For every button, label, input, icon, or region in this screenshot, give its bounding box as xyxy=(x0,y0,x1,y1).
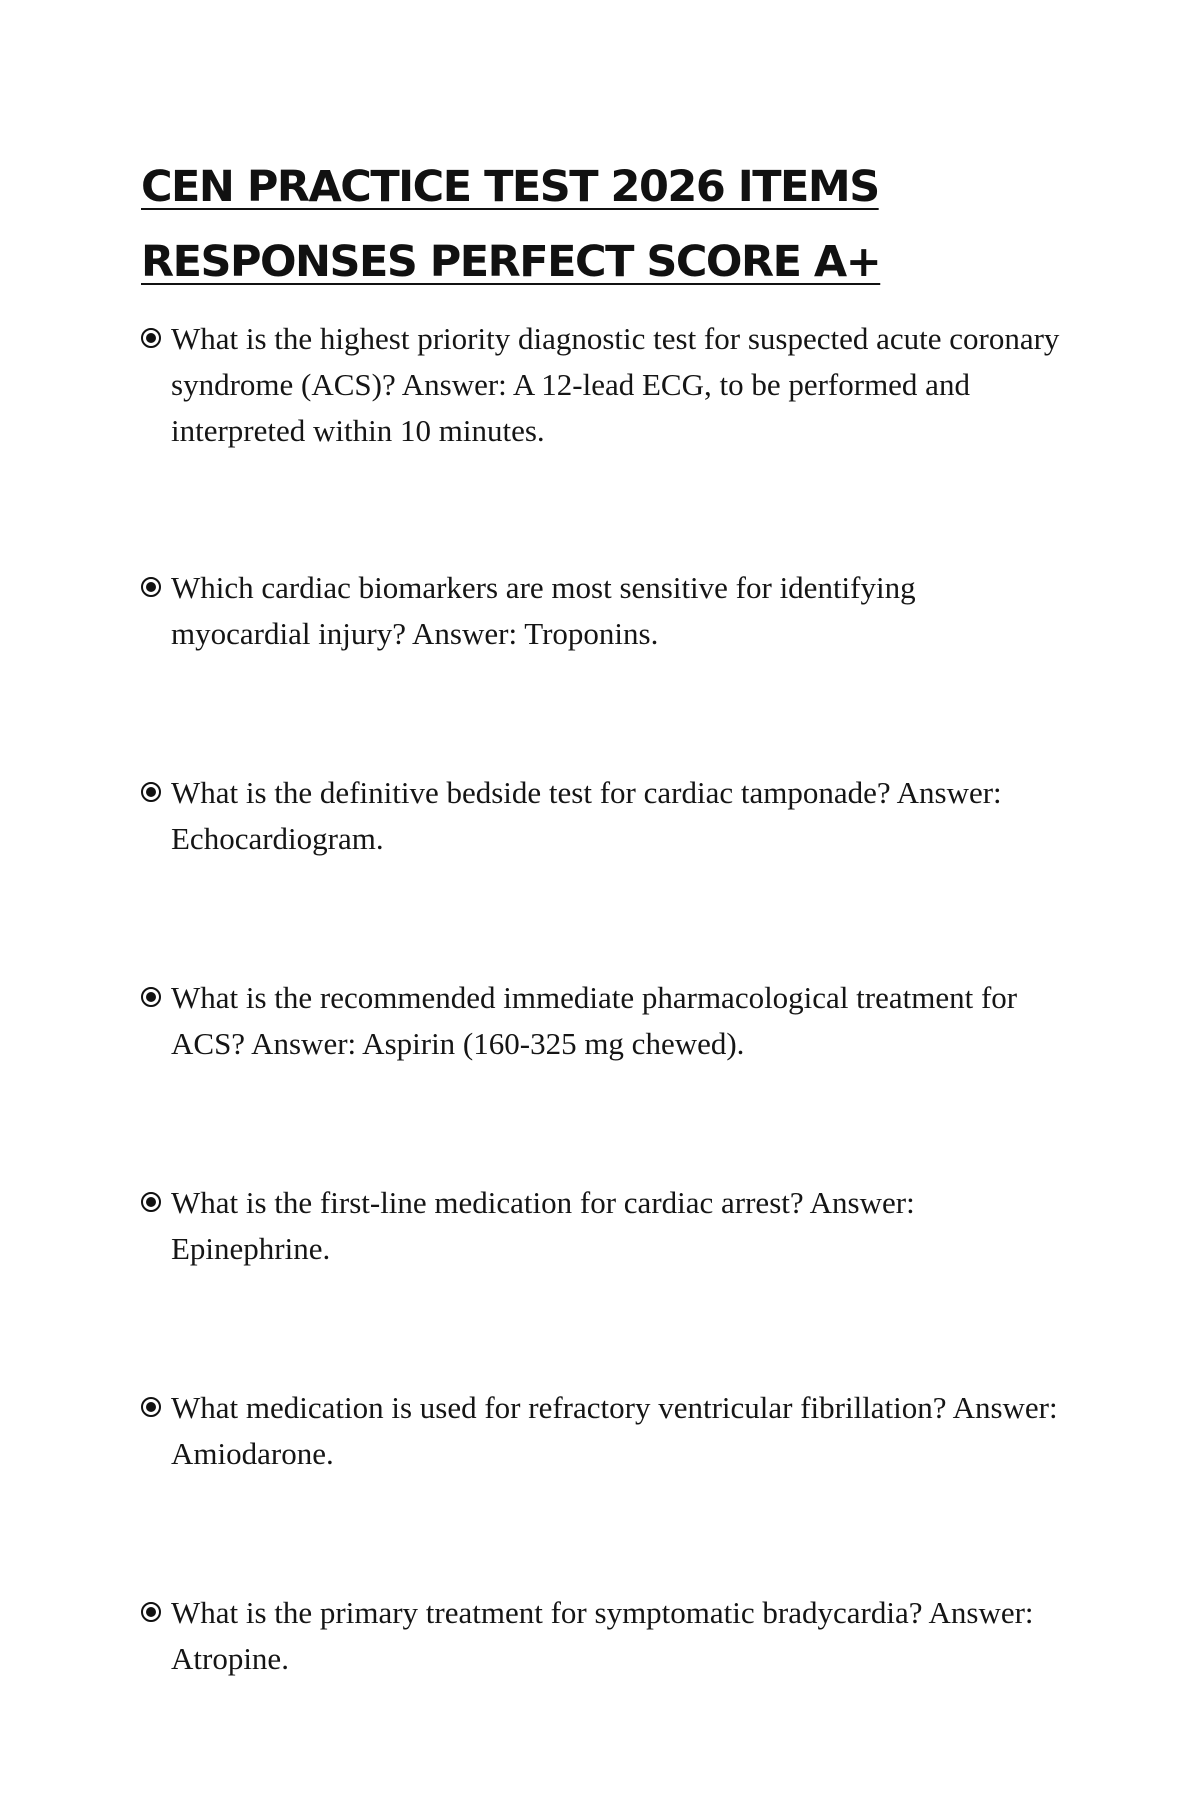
question-answer-text: What is the primary treatment for symptomatic bradycardia? Answer: Atropine. xyxy=(171,1595,1034,1676)
fisheye-bullet-icon xyxy=(141,1397,161,1417)
question-answer-text: Which cardiac biomarkers are most sensitive for identifying myocardial injury? Answer: Troponins. xyxy=(171,570,916,651)
question-answer-text: What is the recommended immediate pharmacological treatment for ACS? Answer: Aspirin (160-325 mg chewed). xyxy=(171,980,1018,1061)
question-answer-text: What is the first-line medication for cardiac arrest? Answer: Epinephrine. xyxy=(171,1185,915,1266)
fisheye-bullet-icon xyxy=(141,577,161,597)
list-item xyxy=(141,975,1061,1067)
list-item xyxy=(141,316,1061,454)
list-item xyxy=(141,1180,1061,1272)
fisheye-bullet-icon xyxy=(141,782,161,802)
list-item xyxy=(141,1590,1061,1682)
fisheye-bullet-icon xyxy=(141,1192,161,1212)
fisheye-bullet-icon xyxy=(141,1602,161,1622)
question-answer-list xyxy=(141,316,1061,1795)
list-item xyxy=(141,565,1061,657)
fisheye-bullet-icon xyxy=(141,987,161,1007)
question-answer-text: What medication is used for refractory ventricular fibrillation? Answer: Amiodarone. xyxy=(171,1390,1058,1471)
question-answer-text: What is the highest priority diagnostic test for suspected acute coronary syndrome (ACS)? Answer: A 12-lead ECG, to be performed and interpreted within 10 minutes. xyxy=(171,321,1060,448)
question-answer-text: What is the definitive bedside test for cardiac tamponade? Answer: Echocardiogram. xyxy=(171,775,1002,856)
list-item xyxy=(141,770,1061,862)
page-title: CEN PRACTICE TEST 2026 ITEMS RESPONSES PERFECT SCORE A+ xyxy=(141,162,881,287)
fisheye-bullet-icon xyxy=(141,328,161,348)
list-item xyxy=(141,1385,1061,1477)
